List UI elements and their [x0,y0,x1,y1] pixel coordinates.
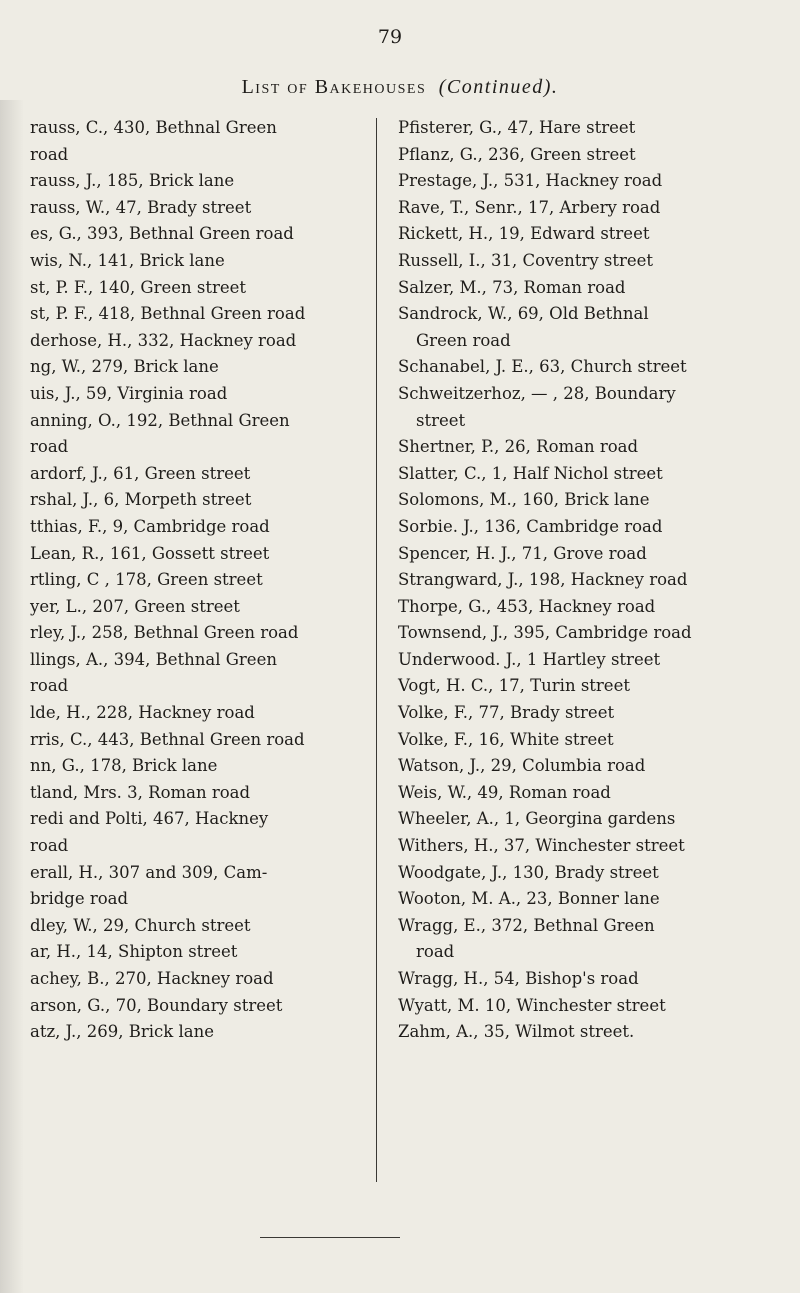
list-item [30,248,370,275]
list-item [30,221,370,248]
entry-continuation: road [30,144,69,164]
entry-text: Pflanz, G., 236, Green street [398,144,636,164]
list-item [398,727,778,754]
page-title [0,76,800,99]
entry-text: rauss, W., 47, Brady street [30,197,252,217]
list-item [30,860,370,913]
entry-text: Wyatt, M. 10, Winchester street [398,995,666,1015]
list-item [398,541,778,568]
entry-continuation: road [30,836,69,856]
list-item [30,727,370,754]
list-item [398,275,778,302]
entry-text: lde, H., 228, Hackney road [30,703,255,723]
list-item [398,381,778,434]
entry-continuation: road [30,437,69,457]
list-item [30,487,370,514]
left-column [30,115,370,1046]
list-item [398,1019,778,1046]
list-item [30,620,370,647]
list-item [398,514,778,541]
entry-text: Wragg, E., 372, Bethnal Green [398,915,655,935]
entry-text: Prestage, J., 531, Hackney road [398,171,663,191]
entry-text: Russell, I., 31, Coventry street [398,250,654,270]
entry-text: Sorbie. J., 136, Cambridge road [398,516,663,536]
list-item [398,461,778,488]
entry-text: tthias, F., 9, Cambridge road [30,516,270,536]
list-item [398,860,778,887]
entry-text: atz, J., 269, Brick lane [30,1022,214,1042]
entry-text: Slatter, C., 1, Half Nichol street [398,463,663,483]
entry-text: ar, H., 14, Shipton street [30,942,238,962]
entry-text: Rave, T., Senr., 17, Arbery road [398,197,661,217]
entry-text: Weis, W., 49, Roman road [398,782,611,802]
title-continued: (Continued). [438,76,559,98]
entry-text: Strangward, J., 198, Hackney road [398,570,688,590]
list-item [398,115,778,142]
entry-text: achey, B., 270, Hackney road [30,969,274,988]
list-item [398,221,778,248]
entry-text: uis, J., 59, Virginia road [30,383,228,403]
entry-text: st, P. F., 140, Green street [30,277,247,297]
list-item [30,753,370,780]
entry-text: es, G., 393, Bethnal Green road [30,224,294,244]
list-item [398,354,778,381]
list-item [30,408,370,461]
list-item [398,594,778,621]
list-item [30,381,370,408]
entry-text: Schweitzerhoz, — , 28, Boundary [398,383,676,403]
list-item [30,594,370,621]
list-item [398,647,778,674]
list-item [398,780,778,807]
list-item [30,168,370,195]
entry-continuation: bridge road [30,889,129,909]
entry-text: arson, G., 70, Boundary street [30,995,283,1015]
list-item [30,461,370,488]
entry-text: Underwood. J., 1 Hartley street [398,649,661,669]
list-item [30,1019,370,1046]
list-item [398,913,778,966]
entry-text: tland, Mrs. 3, Roman road [30,782,251,802]
list-item [30,913,370,940]
list-item [398,620,778,647]
list-item [30,514,370,541]
list-item [398,673,778,700]
entry-continuation: Green road [416,330,511,350]
entry-text: Watson, J., 29, Columbia road [398,756,646,776]
entry-text: nn, G., 178, Brick lane [30,756,218,776]
list-item [398,966,778,993]
list-item [398,301,778,354]
list-item [398,487,778,514]
entry-text: Wooton, M. A., 23, Bonner lane [398,889,660,909]
list-item [398,168,778,195]
list-item [30,354,370,381]
list-item [398,434,778,461]
entry-text: st, P. F., 418, Bethnal Green road [30,304,306,324]
entry-text: Pfisterer, G., 47, Hare street [398,118,636,137]
list-item [398,886,778,913]
entry-text: ardorf, J., 61, Green street [30,463,251,483]
entry-text: derhose, H., 332, Hackney road [30,330,297,350]
list-item [30,301,370,328]
entry-text: redi and Polti, 467, Hackney [30,809,269,829]
list-item [398,700,778,727]
entry-text: Wheeler, A., 1, Georgina gardens [398,809,676,829]
entry-text: Spencer, H. J., 71, Grove road [398,543,647,563]
list-item [398,833,778,860]
list-item [30,647,370,700]
entry-text: Rickett, H., 19, Edward street [398,224,650,244]
entry-text: llings, A., 394, Bethnal Green [30,649,277,669]
title-main: List of Bakehouses [241,76,427,98]
entry-continuation: street [416,410,466,430]
list-item [398,567,778,594]
list-item [30,195,370,222]
entry-text: Volke, F., 16, White street [398,729,614,749]
list-item [30,275,370,302]
end-rule [260,1237,400,1238]
list-item [30,541,370,568]
entry-text: anning, O., 192, Bethnal Green [30,410,290,430]
entry-text: Salzer, M., 73, Roman road [398,277,626,297]
entry-text: erall, H., 307 and 309, Cam- [30,862,268,882]
entry-text: Schanabel, J. E., 63, Church street [398,357,687,377]
entry-text: rley, J., 258, Bethnal Green road [30,623,299,643]
entry-continuation: road [416,942,455,962]
list-item [398,142,778,169]
list-item [30,567,370,594]
list-item [30,806,370,859]
page-number: 79 [377,26,403,48]
entry-text: rris, C., 443, Bethnal Green road [30,729,305,749]
entry-text: Shertner, P., 26, Roman road [398,437,639,457]
entry-text: Lean, R., 161, Gossett street [30,543,270,563]
list-item [398,248,778,275]
entry-text: Townsend, J., 395, Cambridge road [398,623,692,643]
entry-text: Vogt, H. C., 17, Turin street [398,676,630,696]
entry-text: Sandrock, W., 69, Old Bethnal [398,304,649,324]
list-item [30,939,370,966]
entry-text: Solomons, M., 160, Brick lane [398,490,650,510]
entry-text: rtling, C , 178, Green street [30,570,263,590]
column-divider [376,118,377,1182]
list-item [30,780,370,807]
entry-text: rshal, J., 6, Morpeth street [30,490,252,510]
entry-text: yer, L., 207, Green street [30,596,240,616]
entry-text: dley, W., 29, Church street [30,915,251,935]
list-item [30,328,370,355]
list-item [30,966,370,993]
list-item [30,700,370,727]
entry-text: ng, W., 279, Brick lane [30,357,219,377]
entry-text: rauss, C., 430, Bethnal Green [30,118,277,137]
list-item [398,993,778,1020]
right-column [398,115,778,1046]
entry-text: Zahm, A., 35, Wilmot street. [398,1022,635,1042]
list-item [398,806,778,833]
list-item [398,195,778,222]
entry-text: Withers, H., 37, Winchester street [398,836,685,856]
entry-continuation: road [30,676,69,696]
list-item [30,115,370,168]
list-item [30,993,370,1020]
entry-text: Woodgate, J., 130, Brady street [398,862,659,882]
page-edge-shadow [0,100,24,1293]
entry-text: rauss, J., 185, Brick lane [30,171,235,191]
entry-text: wis, N., 141, Brick lane [30,250,225,270]
entry-text: Thorpe, G., 453, Hackney road [398,596,656,616]
entry-text: Volke, F., 77, Brady street [398,703,615,723]
entry-text: Wragg, H., 54, Bishop's road [398,969,639,988]
list-item [398,753,778,780]
